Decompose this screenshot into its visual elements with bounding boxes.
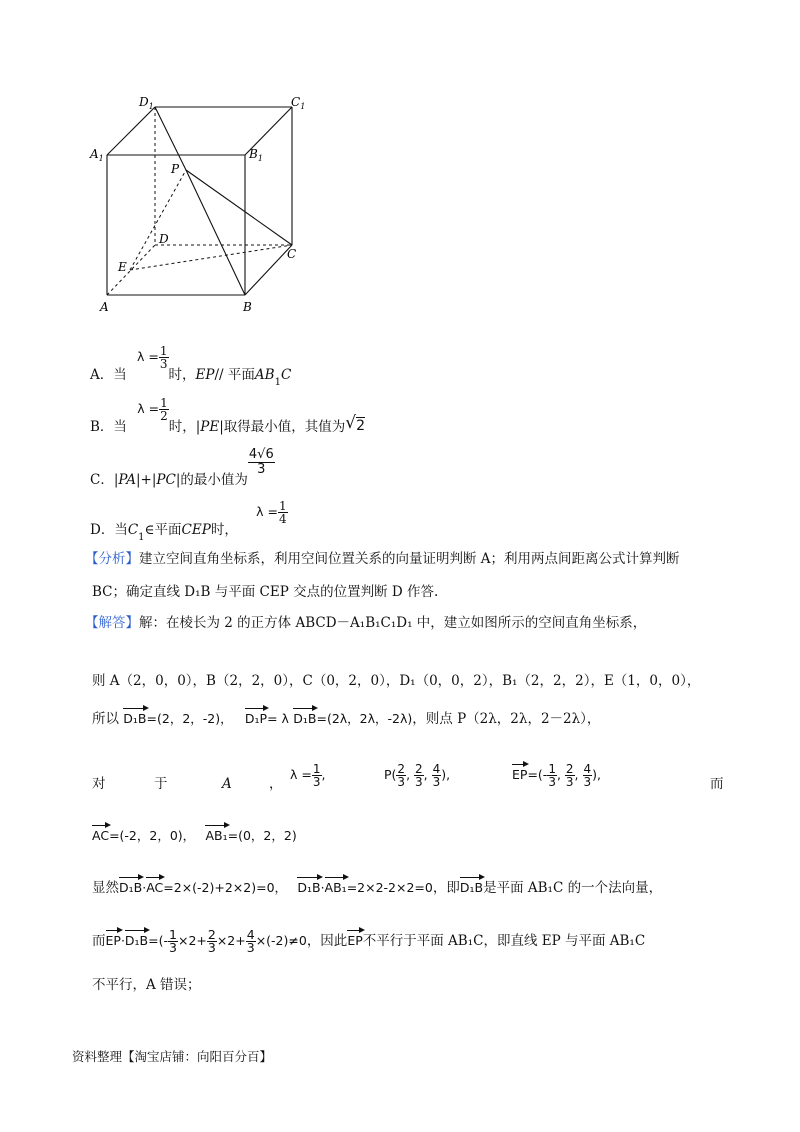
analysis-tag: 【分析】 [85,551,139,567]
vector-d1p-eq: = λ [267,711,289,726]
vector-ac-value: =(-2，2，0)， [109,828,196,843]
option-c-fraction: $\frac{4√6}{3}$ [248,447,274,477]
and-label: 而 [92,933,106,949]
option-d-c1: C [127,522,139,538]
option-d-sub: 1 [138,532,145,543]
label-b1: $B_1$ [249,147,263,163]
option-a-suffix1: 时， [168,367,196,383]
option-d [90,499,288,543]
ac-ab1-line [92,825,297,845]
label-c1: $C_1$ [291,95,306,111]
ep-dot-line: 而EP·D₁B=(- $\frac{1}{3}$ ×2+ $\frac{2}{3}$ ×2+ $\frac{4}{3}$ ×(-2)≠0，因此EP不平行于平面 AB₁C，即直线 EP 与平面 AB₁C [92,927,646,955]
for-a-line [92,762,732,805]
option-c-prefix: C．| [90,472,119,488]
dot2-value: =2×2-2×2=0 [346,880,433,895]
option-c-pa: PA [118,472,136,488]
vector-ac-2: AC [146,877,163,897]
vector-ab1: AB₁ [205,825,227,845]
label-d: D [159,232,169,246]
option-c-mid: |+| [135,472,157,488]
is-normal-text: ，即 [432,880,460,896]
option-b-suffix1: 时，| [168,419,201,435]
solution-line1 [85,614,646,632]
label-e: E [118,260,127,274]
footer: 资料整理【淘宝店铺：向阳百分百】 [72,1049,273,1064]
for-a-dui: 对 [92,776,106,792]
analysis-line2: BC；确定直线 D₁B 与平面 CEP 交点的位置判断 D 作答. [92,584,439,600]
option-c-suffix: |的最小值为 [175,472,248,488]
option-b-prefix: B．当 [90,419,127,435]
option-a-lambda: λ = [137,349,159,364]
sqrt-symbol: √ [345,413,357,433]
obvious-label: 显然 [92,880,119,896]
label-c: C [287,247,297,261]
vector-d1p-value: =(2λ，2λ，-2λ) [316,711,413,726]
option-a-ep: EP [195,367,215,383]
label-a: A [100,300,109,314]
dot3-start: =(- [148,933,169,948]
option-b-pe: PE [200,419,220,435]
lambda-one-third: λ = $\frac{1}{3}$ , [290,762,326,789]
solution-tag: 【解答】 [85,615,139,631]
coords-line: 则 A（2，0，0），B（2，2，0），C（0，2，0），D₁（0，0，2），B₁（2，2，2），E（1，0，0）， [92,673,701,689]
for-a-comma: ， [269,776,283,792]
vector-ab1-2: AB₁ [325,877,347,897]
cube-figure [85,90,315,320]
label-p: P [171,162,180,176]
label-d1: $D_1$ [139,95,154,111]
vector-ep-2: EP [106,930,121,950]
option-a [90,344,292,388]
label-a1: $A_1$ [90,147,104,163]
vector-d1b: D₁B [123,708,146,728]
for-a-yu: 于 [154,776,168,792]
option-d-suffix: 时， [210,522,238,538]
vector-d1b-value: =(2，2，-2)， [146,711,233,726]
option-a-suffix2: // 平面 [214,367,255,383]
vector-d1p: D₁P [245,708,267,728]
option-b-fraction: $\frac{1}{2}$ [160,396,168,423]
label-b: B [243,300,252,314]
option-c [90,447,275,488]
vector-d1b-5: D₁B [460,877,483,897]
vector-d1b-2: D₁B [293,708,316,728]
vector-ep-value: EP=(- $\frac{1}{3}$ , $\frac{2}{3}$ , $\frac{4}{3}$ ), [512,762,601,789]
solution-text1: 解：在棱长为 2 的正方体 ABCD－A₁B₁C₁D₁ 中，建立如图所示的空间直角坐标系， [139,615,647,631]
dot-product-line: 显然D₁B·AC=2×(-2)+2×2)=0， D₁B·AB₁=2×2-2×2=0，即D₁B是平面 AB₁C 的一个法向量， [92,877,662,897]
option-a-fraction: $\frac{1}{3}$ [159,344,168,371]
vector-ac: AC [92,825,109,845]
vector-d1b-line [92,708,600,728]
analysis-text1: 建立空间直角坐标系，利用空间位置关系的向量证明判断 A；利用两点间距离公式计算判断 [139,551,680,567]
option-c-pc: PC [156,472,176,488]
dot1-value: =2×(-2)+2×2)=0， [163,880,288,895]
vector-ep-3: EP [347,930,362,950]
option-a-sub: 1 [274,377,281,388]
option-a-prefix: A．当 [90,367,127,383]
vector-d1b-3: D₁B [119,877,142,897]
option-d-lambda: λ = [256,504,278,519]
vector-ab1-value: =(0，2，2) [227,828,297,843]
wrong-line: 不平行，A 错误； [92,977,201,993]
option-d-fraction: $\frac{1}{4}$ [278,499,287,526]
option-d-prefix: D．当 [90,522,128,538]
vector-d1b-6: D₁B [125,930,148,950]
option-a-plane-c: C [280,367,292,383]
point-p-text: ，则点 P（2λ，2λ，2－2λ）， [412,711,601,727]
er-label: 而 [710,776,724,792]
thus-label: ，因此 [306,933,348,949]
option-d-mid: ∈平面 [144,522,182,538]
option-b-lambda: λ = [137,401,160,416]
not-parallel-text: 不平行于平面 AB₁C，即直线 EP 与平面 AB₁C [362,933,646,949]
for-a-a: A [222,776,232,792]
point-p-coords: P( $\frac{2}{3}$ , $\frac{2}{3}$ , $\frac{4}{3}$ ), [384,762,451,789]
vector-d1b-4: D₁B [297,877,320,897]
is-normal-text2: 是平面 AB₁C 的一个法向量， [483,880,663,896]
analysis-line1 [85,550,680,568]
so-label: 所以 [92,711,119,727]
option-a-plane: AB [254,367,275,383]
option-b-root: 2 [356,418,366,434]
option-d-cep: CEP [181,522,211,538]
option-b-suffix2: |取得最小值，其值为 [219,419,346,435]
option-b [90,396,366,435]
